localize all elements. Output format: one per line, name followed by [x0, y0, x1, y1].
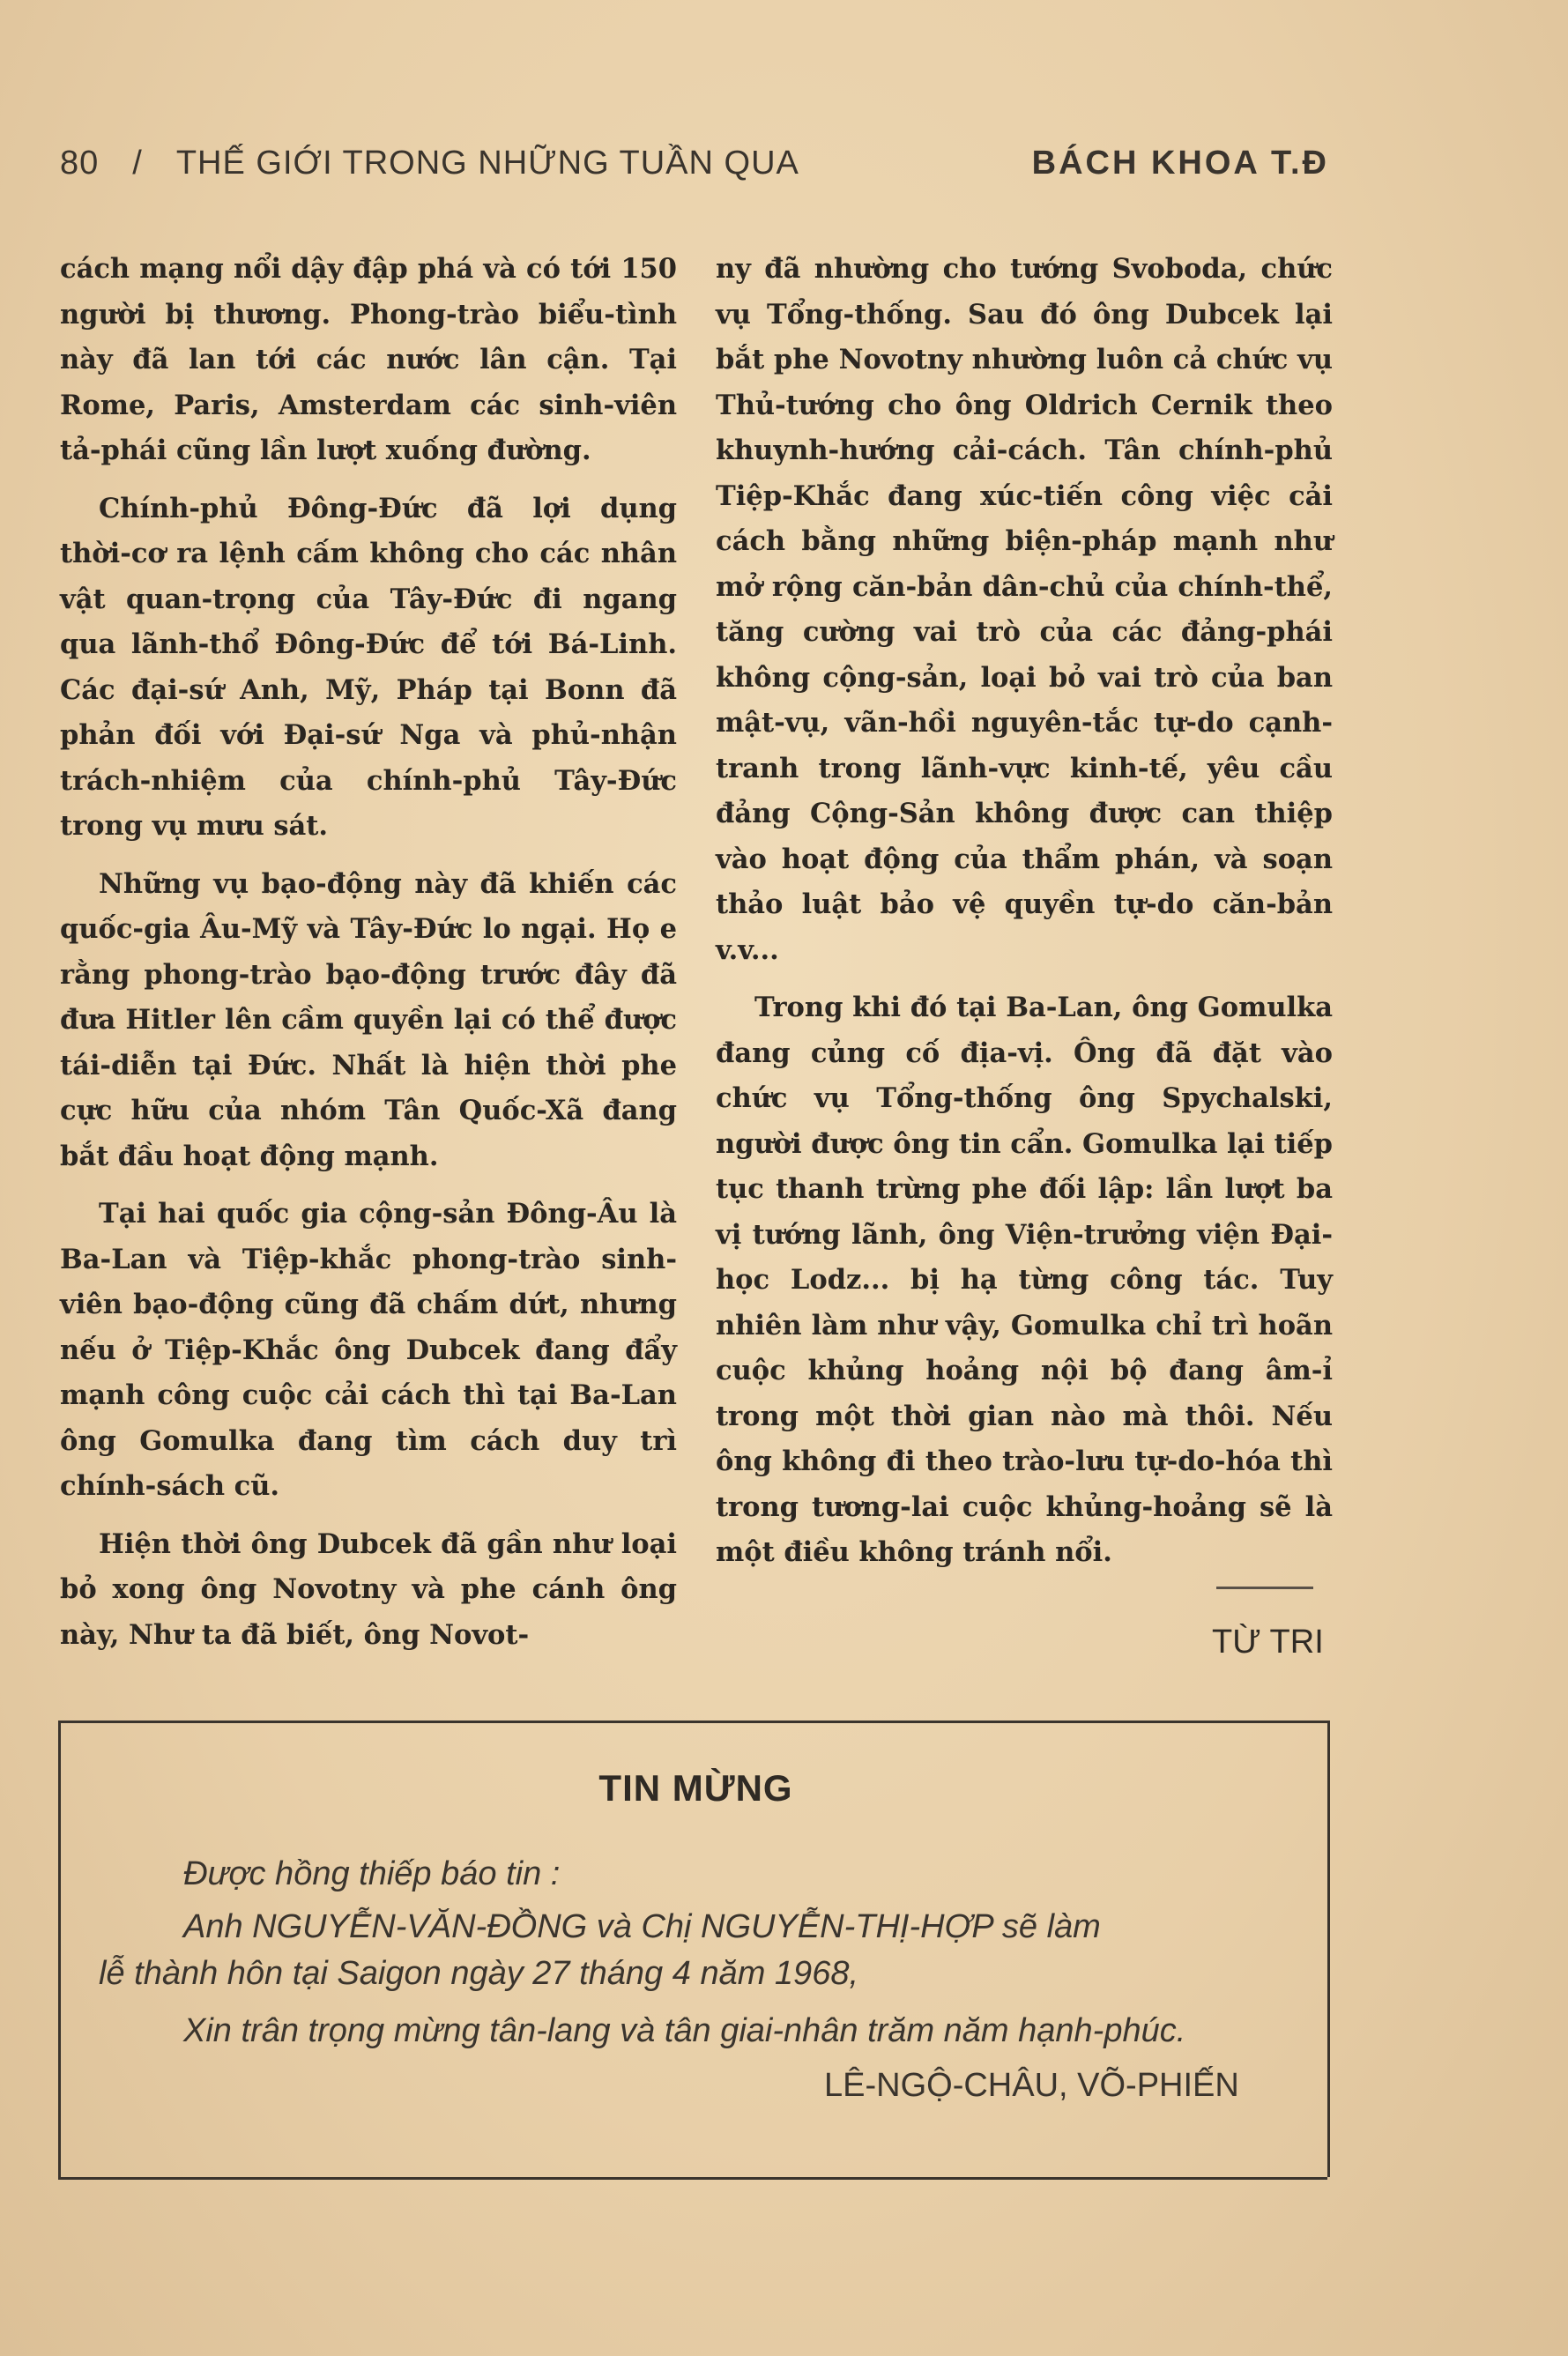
notice-intro: Được hồng thiếp báo tin :	[183, 1855, 561, 1892]
right-column	[716, 247, 1333, 1588]
notice-names: Anh NGUYỄN-VĂN-ĐỒNG và Chị NGUYỄN-THỊ-HỢP sẽ làm	[183, 1908, 1101, 1945]
left-column	[60, 247, 677, 1670]
notice-title: TIN MỪNG	[598, 1767, 793, 1809]
notice-border-top	[58, 1721, 1327, 1723]
notice-date: lễ thành hôn tại Saigon ngày 27 tháng 4 năm 1968,	[99, 1955, 859, 1992]
paragraph: ny đã nhường cho tướng Svoboda, chức vụ Tổng-thống. Sau đó ông Dubcek lại bắt phe Novotny nhường luôn cả chức vụ Thủ-tướng cho ông Oldrich Cernik theo khuynh-hướng cải-cách. Tân chính-phủ Tiệp-Khắc đang xúc-tiến công việc cải cách bằng những biện-pháp mạnh như mở rộng căn-bản dân-chủ của chính-thể, tăng cường vai trò của các đảng-phái không cộng-sản, loại bỏ vai trò của ban mật-vụ, vãn-hồi nguyên-tắc tự-do cạnh-tranh trong lãnh-vực kinh-tế, yêu cầu đảng Cộng-Sản không được can thiệp vào hoạt động của thẩm phán, và soạn thảo luật bảo vệ quyền tự-do căn-bản v.v...	[716, 253, 1333, 966]
publication-name: BÁCH KHOA T.Đ	[1031, 145, 1329, 182]
notice-senders: LÊ-NGỘ-CHÂU, VÕ-PHIẾN	[824, 2067, 1239, 2104]
header-separator: /	[132, 145, 143, 182]
author-signature: TỪ TRI	[1212, 1624, 1324, 1661]
signature-divider	[1216, 1587, 1313, 1589]
paragraph: Tại hai quốc gia cộng-sản Đông-Âu là Ba-Lan và Tiệp-khắc phong-trào sinh-viên bạo-động cũng đã chấm dứt, nhưng nếu ở Tiệp-Khắc ông Dubcek đang đẩy mạnh công cuộc cải cách thì tại Ba-Lan ông Gomulka đang tìm cách duy trì chính-sách cũ.	[60, 1198, 677, 1502]
notice-wishes: Xin trân trọng mừng tân-lang và tân giai-nhân trăm năm hạnh-phúc.	[183, 2012, 1186, 2049]
running-header	[60, 145, 1329, 182]
section-title: THẾ GIỚI TRONG NHỮNG TUẦN QUA	[175, 145, 799, 182]
paragraph: Chính-phủ Đông-Đức đã lợi dụng thời-cơ ra lệnh cấm không cho các nhân vật quan-trọng của Tây-Đức đi ngang qua lãnh-thổ Đông-Đức để tới Bá-Linh. Các đại-sứ Anh, Mỹ, Pháp tại Bonn đã phản đối với Đại-sứ Nga và phủ-nhận trách-nhiệm của chính-phủ Tây-Đức trong vụ mưu sát.	[60, 492, 677, 842]
paragraph: Hiện thời ông Dubcek đã gần như loại bỏ xong ông Novotny và phe cánh ông này, Như ta đã biết, ông Novot-	[60, 1527, 677, 1651]
page-number: 80	[60, 145, 100, 182]
paragraph: cách mạng nổi dậy đập phá và có tới 150 người bị thương. Phong-trào biểu-tình này đã lan tới các nước lân cận. Tại Rome, Paris, Amsterdam các sinh-viên tả-phái cũng lần lượt xuống đường.	[60, 253, 677, 466]
paragraph: Trong khi đó tại Ba-Lan, ông Gomulka đang củng cố địa-vị. Ông đã đặt vào chức vụ Tổng-thống ông Spychalski, người được ông tin cẩn. Gomulka lại tiếp tục thanh trừng phe đối lập: lần lượt ba vị tướng lãnh, ông Viện-trưởng viện Đại-học Lodz... bị hạ từng công tác. Tuy nhiên làm như vậy, Gomulka chỉ trì hoãn cuộc khủng hoảng nội bộ đang âm-ỉ trong một thời gian nào mà thôi. Nếu ông không đi theo trào-lưu tự-do-hóa thì trong tương-lai cuộc khủng-hoảng sẽ là một điều không tránh nổi.	[716, 992, 1333, 1568]
notice-border-bottom	[58, 2177, 1327, 2180]
paragraph: Những vụ bạo-động này đã khiến các quốc-gia Âu-Mỹ và Tây-Đức lo ngại. Họ e rằng phong-trào bạo-động trước đây đã đưa Hitler lên cầm quyền lại có thể được tái-diễn tại Đức. Nhất là hiện thời phe cực hữu của nhóm Tân Quốc-Xã đang bắt đầu hoạt động mạnh.	[60, 867, 677, 1172]
